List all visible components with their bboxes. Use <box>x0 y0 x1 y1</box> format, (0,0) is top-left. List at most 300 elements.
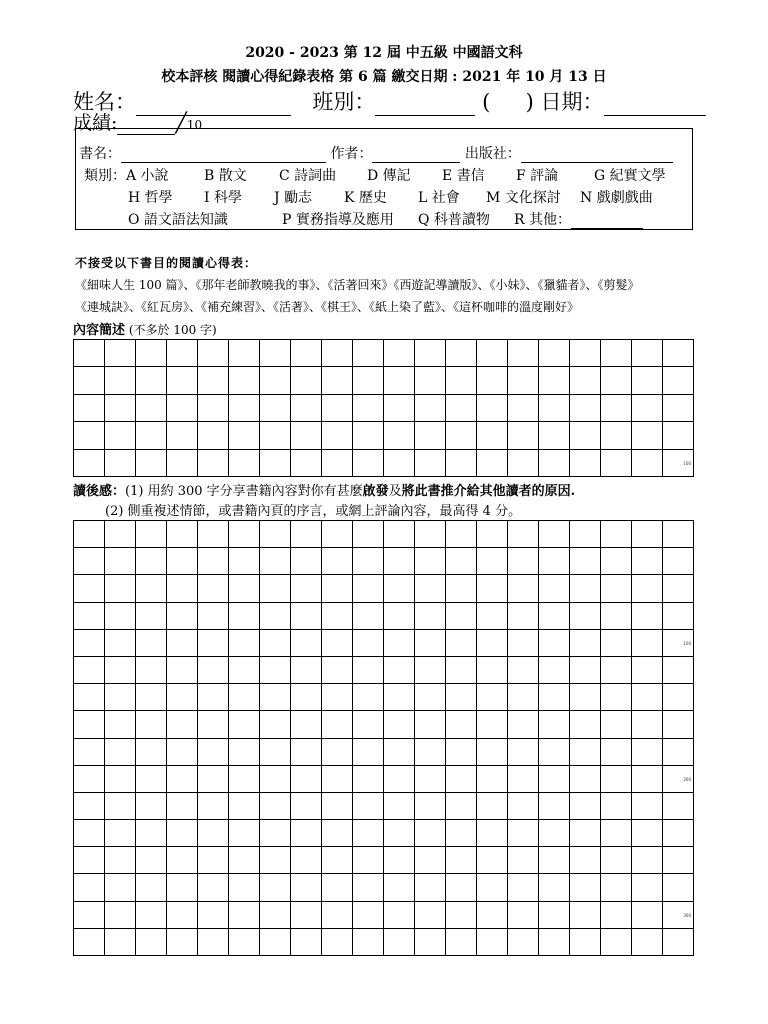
grid-cell[interactable] <box>167 367 198 394</box>
grid-cell[interactable] <box>601 684 632 711</box>
grid-cell[interactable] <box>322 575 353 602</box>
grid-cell[interactable] <box>601 340 632 367</box>
grid-cell[interactable] <box>322 656 353 683</box>
class-number-field[interactable] <box>497 96 519 116</box>
grid-cell[interactable] <box>446 548 477 575</box>
grid-cell[interactable] <box>446 629 477 656</box>
grid-cell[interactable] <box>508 449 539 476</box>
category-option[interactable]: N 戲劇戲曲 <box>580 190 653 206</box>
category-option[interactable]: B 散文 <box>204 168 247 184</box>
grid-cell[interactable] <box>415 738 446 765</box>
grid-cell[interactable] <box>601 394 632 421</box>
grid-cell[interactable] <box>539 340 570 367</box>
grid-cell[interactable] <box>198 820 229 847</box>
grid-cell[interactable] <box>508 575 539 602</box>
grid-cell[interactable] <box>229 874 260 901</box>
grid-cell[interactable] <box>260 394 291 421</box>
reflection-writing-grid[interactable] <box>73 520 694 956</box>
grid-cell[interactable] <box>415 340 446 367</box>
grid-cell[interactable] <box>446 422 477 449</box>
grid-cell[interactable] <box>601 602 632 629</box>
grid-cell[interactable] <box>632 422 663 449</box>
grid-cell[interactable] <box>539 928 570 955</box>
grid-cell[interactable] <box>508 711 539 738</box>
grid-cell[interactable] <box>601 575 632 602</box>
grid-cell[interactable] <box>539 575 570 602</box>
grid-cell[interactable] <box>353 874 384 901</box>
grid-cell[interactable] <box>477 449 508 476</box>
grid-cell[interactable] <box>415 521 446 548</box>
grid-cell[interactable] <box>167 394 198 421</box>
grid-cell[interactable] <box>632 684 663 711</box>
grid-cell[interactable] <box>570 901 601 928</box>
grid-cell[interactable] <box>570 765 601 792</box>
grid-cell[interactable] <box>229 792 260 819</box>
grid-cell[interactable] <box>167 738 198 765</box>
grid-cell[interactable] <box>291 874 322 901</box>
grid-cell[interactable] <box>446 602 477 629</box>
grid-cell[interactable] <box>632 449 663 476</box>
grid-cell[interactable] <box>74 711 105 738</box>
grid-cell[interactable] <box>663 575 694 602</box>
grid-cell[interactable] <box>632 602 663 629</box>
grid-cell[interactable] <box>477 847 508 874</box>
grid-cell[interactable] <box>198 738 229 765</box>
grid-cell[interactable] <box>663 765 694 792</box>
grid-cell[interactable] <box>539 847 570 874</box>
grid-cell[interactable] <box>539 738 570 765</box>
grid-cell[interactable] <box>198 367 229 394</box>
grid-cell[interactable] <box>477 738 508 765</box>
grid-cell[interactable] <box>291 394 322 421</box>
grid-cell[interactable] <box>291 820 322 847</box>
grid-cell[interactable] <box>477 874 508 901</box>
grid-cell[interactable] <box>105 820 136 847</box>
grid-cell[interactable] <box>322 928 353 955</box>
grid-cell[interactable] <box>663 449 694 476</box>
grid-cell[interactable] <box>508 847 539 874</box>
grid-cell[interactable] <box>477 711 508 738</box>
grid-cell[interactable] <box>291 521 322 548</box>
grid-cell[interactable] <box>477 367 508 394</box>
grid-cell[interactable] <box>74 684 105 711</box>
grid-cell[interactable] <box>229 449 260 476</box>
grid-cell[interactable] <box>105 394 136 421</box>
date-field[interactable] <box>604 95 706 116</box>
grid-cell[interactable] <box>260 901 291 928</box>
grid-cell[interactable] <box>570 792 601 819</box>
grid-cell[interactable] <box>415 449 446 476</box>
grid-cell[interactable] <box>136 340 167 367</box>
grid-cell[interactable] <box>167 711 198 738</box>
grid-cell[interactable] <box>291 449 322 476</box>
grid-cell[interactable] <box>322 340 353 367</box>
grid-cell[interactable] <box>415 901 446 928</box>
grid-cell[interactable] <box>353 602 384 629</box>
grid-cell[interactable] <box>260 928 291 955</box>
grid-cell[interactable] <box>632 901 663 928</box>
grid-cell[interactable] <box>446 340 477 367</box>
grid-cell[interactable] <box>105 656 136 683</box>
grid-cell[interactable] <box>260 548 291 575</box>
grid-cell[interactable] <box>539 874 570 901</box>
grid-cell[interactable] <box>229 738 260 765</box>
grid-cell[interactable] <box>198 656 229 683</box>
grid-cell[interactable] <box>229 367 260 394</box>
grid-cell[interactable] <box>384 394 415 421</box>
category-other-field[interactable] <box>571 213 643 229</box>
grid-cell[interactable] <box>415 575 446 602</box>
grid-cell[interactable] <box>508 367 539 394</box>
grid-cell[interactable] <box>74 367 105 394</box>
grid-cell[interactable] <box>384 602 415 629</box>
grid-cell[interactable] <box>105 928 136 955</box>
grid-cell[interactable] <box>260 656 291 683</box>
grid-cell[interactable] <box>136 656 167 683</box>
grid-cell[interactable] <box>446 792 477 819</box>
grid-cell[interactable] <box>291 928 322 955</box>
grid-cell[interactable] <box>167 874 198 901</box>
grid-cell[interactable] <box>384 367 415 394</box>
grid-cell[interactable] <box>539 629 570 656</box>
grid-cell[interactable] <box>539 901 570 928</box>
grid-cell[interactable] <box>74 394 105 421</box>
grid-cell[interactable] <box>446 820 477 847</box>
grid-cell[interactable] <box>260 792 291 819</box>
grid-cell[interactable] <box>415 394 446 421</box>
grid-cell[interactable] <box>105 521 136 548</box>
grid-cell[interactable] <box>322 765 353 792</box>
grid-cell[interactable] <box>229 901 260 928</box>
grid-cell[interactable] <box>136 449 167 476</box>
grid-cell[interactable] <box>198 629 229 656</box>
grid-cell[interactable] <box>105 738 136 765</box>
grid-cell[interactable] <box>446 367 477 394</box>
grid-cell[interactable] <box>167 340 198 367</box>
grid-cell[interactable] <box>229 684 260 711</box>
grid-cell[interactable] <box>384 684 415 711</box>
grid-cell[interactable] <box>136 792 167 819</box>
grid-cell[interactable] <box>291 629 322 656</box>
grid-cell[interactable] <box>136 847 167 874</box>
grid-cell[interactable] <box>291 340 322 367</box>
grid-cell[interactable] <box>508 548 539 575</box>
grid-cell[interactable] <box>446 765 477 792</box>
grid-cell[interactable] <box>74 340 105 367</box>
category-option[interactable]: C 詩詞曲 <box>279 168 337 184</box>
grid-cell[interactable] <box>415 422 446 449</box>
publisher-field[interactable] <box>521 146 673 163</box>
grid-cell[interactable] <box>477 629 508 656</box>
grid-cell[interactable] <box>260 367 291 394</box>
grid-cell[interactable] <box>508 901 539 928</box>
grid-cell[interactable] <box>415 711 446 738</box>
grid-cell[interactable] <box>539 711 570 738</box>
grid-cell[interactable] <box>632 711 663 738</box>
grid-cell[interactable] <box>74 629 105 656</box>
grid-cell[interactable] <box>508 602 539 629</box>
grid-cell[interactable] <box>291 792 322 819</box>
grid-cell[interactable] <box>415 847 446 874</box>
grid-cell[interactable] <box>353 738 384 765</box>
grid-cell[interactable] <box>105 340 136 367</box>
author-field[interactable] <box>372 146 460 163</box>
grid-cell[interactable] <box>570 548 601 575</box>
grid-cell[interactable] <box>663 711 694 738</box>
grid-cell[interactable] <box>229 765 260 792</box>
grid-cell[interactable] <box>477 820 508 847</box>
grid-cell[interactable] <box>353 792 384 819</box>
grid-cell[interactable] <box>663 367 694 394</box>
grid-cell[interactable] <box>353 684 384 711</box>
grid-cell[interactable] <box>167 901 198 928</box>
grid-cell[interactable] <box>322 738 353 765</box>
grid-cell[interactable] <box>632 521 663 548</box>
grid-cell[interactable] <box>508 422 539 449</box>
grid-cell[interactable] <box>384 422 415 449</box>
grid-cell[interactable] <box>508 394 539 421</box>
grid-cell[interactable] <box>601 521 632 548</box>
category-option[interactable]: M 文化探討 <box>486 190 561 206</box>
grid-cell[interactable] <box>384 656 415 683</box>
grid-cell[interactable] <box>632 820 663 847</box>
grid-cell[interactable] <box>74 820 105 847</box>
grid-cell[interactable] <box>105 765 136 792</box>
grid-cell[interactable] <box>446 684 477 711</box>
grid-cell[interactable] <box>74 449 105 476</box>
grid-cell[interactable] <box>539 548 570 575</box>
grid-cell[interactable] <box>539 367 570 394</box>
category-option[interactable]: H 哲學 <box>128 190 173 206</box>
category-option[interactable]: G 紀實文學 <box>594 168 666 184</box>
grid-cell[interactable] <box>539 792 570 819</box>
grid-cell[interactable] <box>260 521 291 548</box>
grid-cell[interactable] <box>539 422 570 449</box>
grid-cell[interactable] <box>570 820 601 847</box>
grid-cell[interactable] <box>384 629 415 656</box>
grid-cell[interactable] <box>570 394 601 421</box>
grid-cell[interactable] <box>322 367 353 394</box>
grid-cell[interactable] <box>136 394 167 421</box>
grid-cell[interactable] <box>291 901 322 928</box>
grid-cell[interactable] <box>353 422 384 449</box>
grid-cell[interactable] <box>198 394 229 421</box>
grid-cell[interactable] <box>353 820 384 847</box>
grid-cell[interactable] <box>167 422 198 449</box>
grid-cell[interactable] <box>663 901 694 928</box>
grid-cell[interactable] <box>260 575 291 602</box>
grid-cell[interactable] <box>105 367 136 394</box>
grid-cell[interactable] <box>260 629 291 656</box>
grid-cell[interactable] <box>291 847 322 874</box>
grid-cell[interactable] <box>601 901 632 928</box>
grid-cell[interactable] <box>446 928 477 955</box>
grid-cell[interactable] <box>198 874 229 901</box>
grid-cell[interactable] <box>167 928 198 955</box>
grid-cell[interactable] <box>570 711 601 738</box>
grid-cell[interactable] <box>136 765 167 792</box>
grid-cell[interactable] <box>136 874 167 901</box>
grid-cell[interactable] <box>105 711 136 738</box>
grid-cell[interactable] <box>601 656 632 683</box>
category-option[interactable]: F 評論 <box>516 168 559 184</box>
grid-cell[interactable] <box>74 548 105 575</box>
grid-cell[interactable] <box>229 394 260 421</box>
category-other-label[interactable]: R 其他： <box>514 212 571 228</box>
grid-cell[interactable] <box>632 340 663 367</box>
grid-cell[interactable] <box>508 521 539 548</box>
grid-cell[interactable] <box>601 711 632 738</box>
grid-cell[interactable] <box>353 548 384 575</box>
grid-cell[interactable] <box>632 394 663 421</box>
grid-cell[interactable] <box>322 394 353 421</box>
grid-cell[interactable] <box>291 738 322 765</box>
grid-cell[interactable] <box>601 367 632 394</box>
grid-cell[interactable] <box>167 765 198 792</box>
grid-cell[interactable] <box>260 340 291 367</box>
grid-cell[interactable] <box>663 548 694 575</box>
grid-cell[interactable] <box>167 792 198 819</box>
grid-cell[interactable] <box>229 521 260 548</box>
grid-cell[interactable] <box>260 738 291 765</box>
grid-cell[interactable] <box>446 394 477 421</box>
grid-cell[interactable] <box>74 738 105 765</box>
grid-cell[interactable] <box>446 521 477 548</box>
grid-cell[interactable] <box>446 449 477 476</box>
grid-cell[interactable] <box>415 629 446 656</box>
grid-cell[interactable] <box>539 602 570 629</box>
grid-cell[interactable] <box>105 422 136 449</box>
grid-cell[interactable] <box>632 928 663 955</box>
grid-cell[interactable] <box>167 449 198 476</box>
grid-cell[interactable] <box>105 684 136 711</box>
grid-cell[interactable] <box>229 820 260 847</box>
grid-cell[interactable] <box>322 449 353 476</box>
grid-cell[interactable] <box>601 548 632 575</box>
grid-cell[interactable] <box>601 847 632 874</box>
grid-cell[interactable] <box>570 684 601 711</box>
grid-cell[interactable] <box>663 684 694 711</box>
grid-cell[interactable] <box>539 521 570 548</box>
grid-cell[interactable] <box>322 548 353 575</box>
grid-cell[interactable] <box>570 629 601 656</box>
grid-cell[interactable] <box>632 575 663 602</box>
category-option[interactable]: I 科學 <box>204 190 242 206</box>
grid-cell[interactable] <box>260 847 291 874</box>
grid-cell[interactable] <box>291 711 322 738</box>
grid-cell[interactable] <box>291 367 322 394</box>
grid-cell[interactable] <box>322 792 353 819</box>
grid-cell[interactable] <box>229 629 260 656</box>
grid-cell[interactable] <box>167 656 198 683</box>
grid-cell[interactable] <box>384 820 415 847</box>
grid-cell[interactable] <box>167 602 198 629</box>
grid-cell[interactable] <box>446 874 477 901</box>
grid-cell[interactable] <box>539 684 570 711</box>
grid-cell[interactable] <box>384 874 415 901</box>
grid-cell[interactable] <box>322 820 353 847</box>
grid-cell[interactable] <box>570 738 601 765</box>
grid-cell[interactable] <box>167 548 198 575</box>
grid-cell[interactable] <box>229 656 260 683</box>
grid-cell[interactable] <box>508 792 539 819</box>
grid-cell[interactable] <box>508 738 539 765</box>
grid-cell[interactable] <box>663 820 694 847</box>
grid-cell[interactable] <box>477 422 508 449</box>
grid-cell[interactable] <box>384 548 415 575</box>
grid-cell[interactable] <box>539 820 570 847</box>
grid-cell[interactable] <box>353 656 384 683</box>
grid-cell[interactable] <box>477 684 508 711</box>
grid-cell[interactable] <box>74 928 105 955</box>
grid-cell[interactable] <box>291 548 322 575</box>
grid-cell[interactable] <box>570 340 601 367</box>
category-option[interactable]: P 實務指導及應用 <box>282 212 394 228</box>
grid-cell[interactable] <box>353 367 384 394</box>
grid-cell[interactable] <box>663 874 694 901</box>
grid-cell[interactable] <box>632 765 663 792</box>
grid-cell[interactable] <box>663 738 694 765</box>
grid-cell[interactable] <box>74 847 105 874</box>
grid-cell[interactable] <box>663 656 694 683</box>
grid-cell[interactable] <box>260 711 291 738</box>
grid-cell[interactable] <box>105 874 136 901</box>
grid-cell[interactable] <box>198 422 229 449</box>
grid-cell[interactable] <box>384 928 415 955</box>
grid-cell[interactable] <box>601 629 632 656</box>
grid-cell[interactable] <box>508 820 539 847</box>
grid-cell[interactable] <box>353 629 384 656</box>
grid-cell[interactable] <box>539 449 570 476</box>
grid-cell[interactable] <box>260 684 291 711</box>
grid-cell[interactable] <box>291 656 322 683</box>
grid-cell[interactable] <box>353 394 384 421</box>
grid-cell[interactable] <box>508 629 539 656</box>
grid-cell[interactable] <box>570 449 601 476</box>
grid-cell[interactable] <box>198 847 229 874</box>
grid-cell[interactable] <box>353 575 384 602</box>
grid-cell[interactable] <box>229 847 260 874</box>
grid-cell[interactable] <box>198 901 229 928</box>
grid-cell[interactable] <box>446 901 477 928</box>
grid-cell[interactable] <box>632 629 663 656</box>
grid-cell[interactable] <box>477 548 508 575</box>
grid-cell[interactable] <box>260 602 291 629</box>
grid-cell[interactable] <box>632 792 663 819</box>
grid-cell[interactable] <box>167 629 198 656</box>
grid-cell[interactable] <box>198 928 229 955</box>
grid-cell[interactable] <box>570 847 601 874</box>
grid-cell[interactable] <box>291 602 322 629</box>
grid-cell[interactable] <box>508 684 539 711</box>
grid-cell[interactable] <box>632 656 663 683</box>
grid-cell[interactable] <box>198 340 229 367</box>
grid-cell[interactable] <box>74 765 105 792</box>
grid-cell[interactable] <box>229 711 260 738</box>
grid-cell[interactable] <box>477 901 508 928</box>
grid-cell[interactable] <box>105 629 136 656</box>
grid-cell[interactable] <box>415 367 446 394</box>
grid-cell[interactable] <box>353 340 384 367</box>
grid-cell[interactable] <box>322 684 353 711</box>
grid-cell[interactable] <box>353 521 384 548</box>
grid-cell[interactable] <box>601 874 632 901</box>
grid-cell[interactable] <box>632 874 663 901</box>
grid-cell[interactable] <box>198 521 229 548</box>
grid-cell[interactable] <box>508 874 539 901</box>
grid-cell[interactable] <box>260 765 291 792</box>
grid-cell[interactable] <box>415 928 446 955</box>
